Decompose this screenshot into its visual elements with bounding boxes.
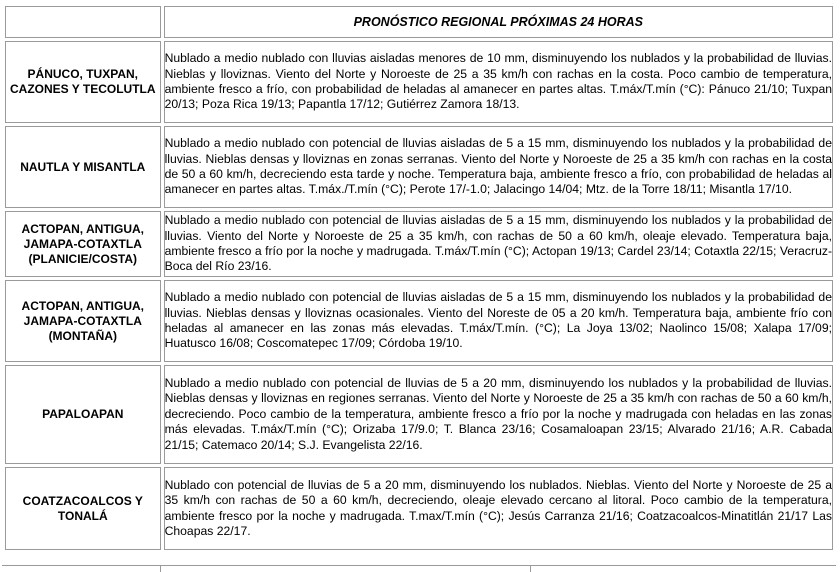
table-row <box>5 467 833 550</box>
column-divider <box>160 566 161 572</box>
header-row <box>5 6 833 38</box>
column-divider <box>530 566 531 572</box>
region-name: PÁNUCO, TUXPAN, CAZONES Y TECOLUTLA <box>5 41 161 123</box>
region-name: NAUTLA Y MISANTLA <box>5 126 161 208</box>
forecast-text: Nublado a medio nublado con lluvias aisladas menores de 10 mm, disminuyendo los nublados y la probabilidad de lluvias. Nieblas y lloviznas. Viento del Norte y Noroeste de 25 a 35 km/h con rachas en la costa. Poco cambio de temperatura, ambiente fresco a frío, con probabilidad de heladas al amanecer en partes altas. T.máx/T.mín (°C): Pánuco 21/10; Tuxpan 20/13; Poza Rica 19/13; Papantla 17/12; Gutiérrez Zamora 18/13. <box>164 41 833 123</box>
region-name: PAPALOAPAN <box>5 365 161 464</box>
region-name: COATZACOALCOS Y TONALÁ <box>5 467 161 550</box>
forecast-table <box>2 3 836 553</box>
header-empty-cell <box>5 6 161 38</box>
table-title: PRONÓSTICO REGIONAL PRÓXIMAS 24 HORAS <box>164 6 833 38</box>
forecast-text: Nublado a medio nublado con potencial de lluvias aisladas de 5 a 15 mm, disminuyendo los nublados y la probabilidad de lluvias. Nieblas densas y lloviznas ocasionales. Viento del Noreste de 05 a 20 km/h. Temperatura baja, ambiente frío con heladas al amanecer en las zonas más elevadas. T.máx/T.mín. (°C); La Joya 13/02; Naolinco 15/08; Xalapa 17/09; Huatusco 16/08; Coscomatepec 17/09; Córdoba 19/10. <box>164 280 833 362</box>
table-row <box>5 211 833 277</box>
forecast-text: Nublado a medio nublado con potencial de lluvias aisladas de 5 a 15 mm, disminuyendo los nublados y la probabilidad de lluvias. Nieblas densas y lloviznas en zonas serranas. Viento del Norte y Noroeste de 25 a 35 km/h con rachas en la costa de 50 a 60 km/h, decreciendo esta tarde y noche. Temperatura baja, ambiente fresco a frío, con probabilidad de heladas al amanecer en partes altas. T.máx./T.mín (°C); Perote 17/-1.0; Jalacingo 14/04; Mtz. de la Torre 18/11; Misantla 17/10. <box>164 126 833 208</box>
table-row <box>5 365 833 464</box>
forecast-text: Nublado a medio nublado con potencial de lluvias aisladas de 5 a 15 mm, disminuyendo los nublados y la probabilidad de lluvias. Viento del Norte y Noroeste de 25 a 35 km/h, con rachas de 50 a 60 km/h, oleaje elevado. Temperatura baja, ambiente fresco a frío por la noche y madrugada. T.máx/T.mín (°C); Actopan 19/13; Cardel 23/14; Cotaxtla 22/15; Veracruz-Boca del Río 23/16. <box>164 211 833 277</box>
forecast-text: Nublado a medio nublado con potencial de lluvias de 5 a 20 mm, disminuyendo los nublados y la probabilidad de lluvias. Nieblas densas y lloviznas en regiones serranas. Viento del Norte y Noroeste de 25 a 35 km/h con rachas de 50 a 60 km/h, decreciendo. Poco cambio de la temperatura, ambiente fresco a frío por la noche y madrugada con heladas en las zonas más elevadas. T.máx/T.mín (°C); Orizaba 17/9.0; T. Blanca 23/16; Cosamaloapan 23/15; Alvarado 21/16; A.R. Cabada 21/15; Catemaco 20/14; S.J. Evangelista 22/16. <box>164 365 833 464</box>
table-row <box>5 280 833 362</box>
region-name: ACTOPAN, ANTIGUA, JAMAPA-COTAXTLA (MONTAÑA) <box>5 280 161 362</box>
table-row <box>5 41 833 123</box>
region-name: ACTOPAN, ANTIGUA, JAMAPA-COTAXTLA (PLANICIE/COSTA) <box>5 211 161 277</box>
forecast-text: Nublado con potencial de lluvias de 5 a 20 mm, disminuyendo los nublados. Nieblas. Viento del Norte y Noroeste de 25 a 35 km/h con rachas de 50 a 60 km/h, decreciendo, oleaje elevado cercano al litoral. Poco cambio de la temperatura, ambiente fresco por la noche y madrugada. T.max/T.mín (°C); Jesús Carranza 21/16; Coatzacoalcos-Minatitlán 21/17 Las Choapas 22/17. <box>164 467 833 550</box>
table-row <box>5 126 833 208</box>
